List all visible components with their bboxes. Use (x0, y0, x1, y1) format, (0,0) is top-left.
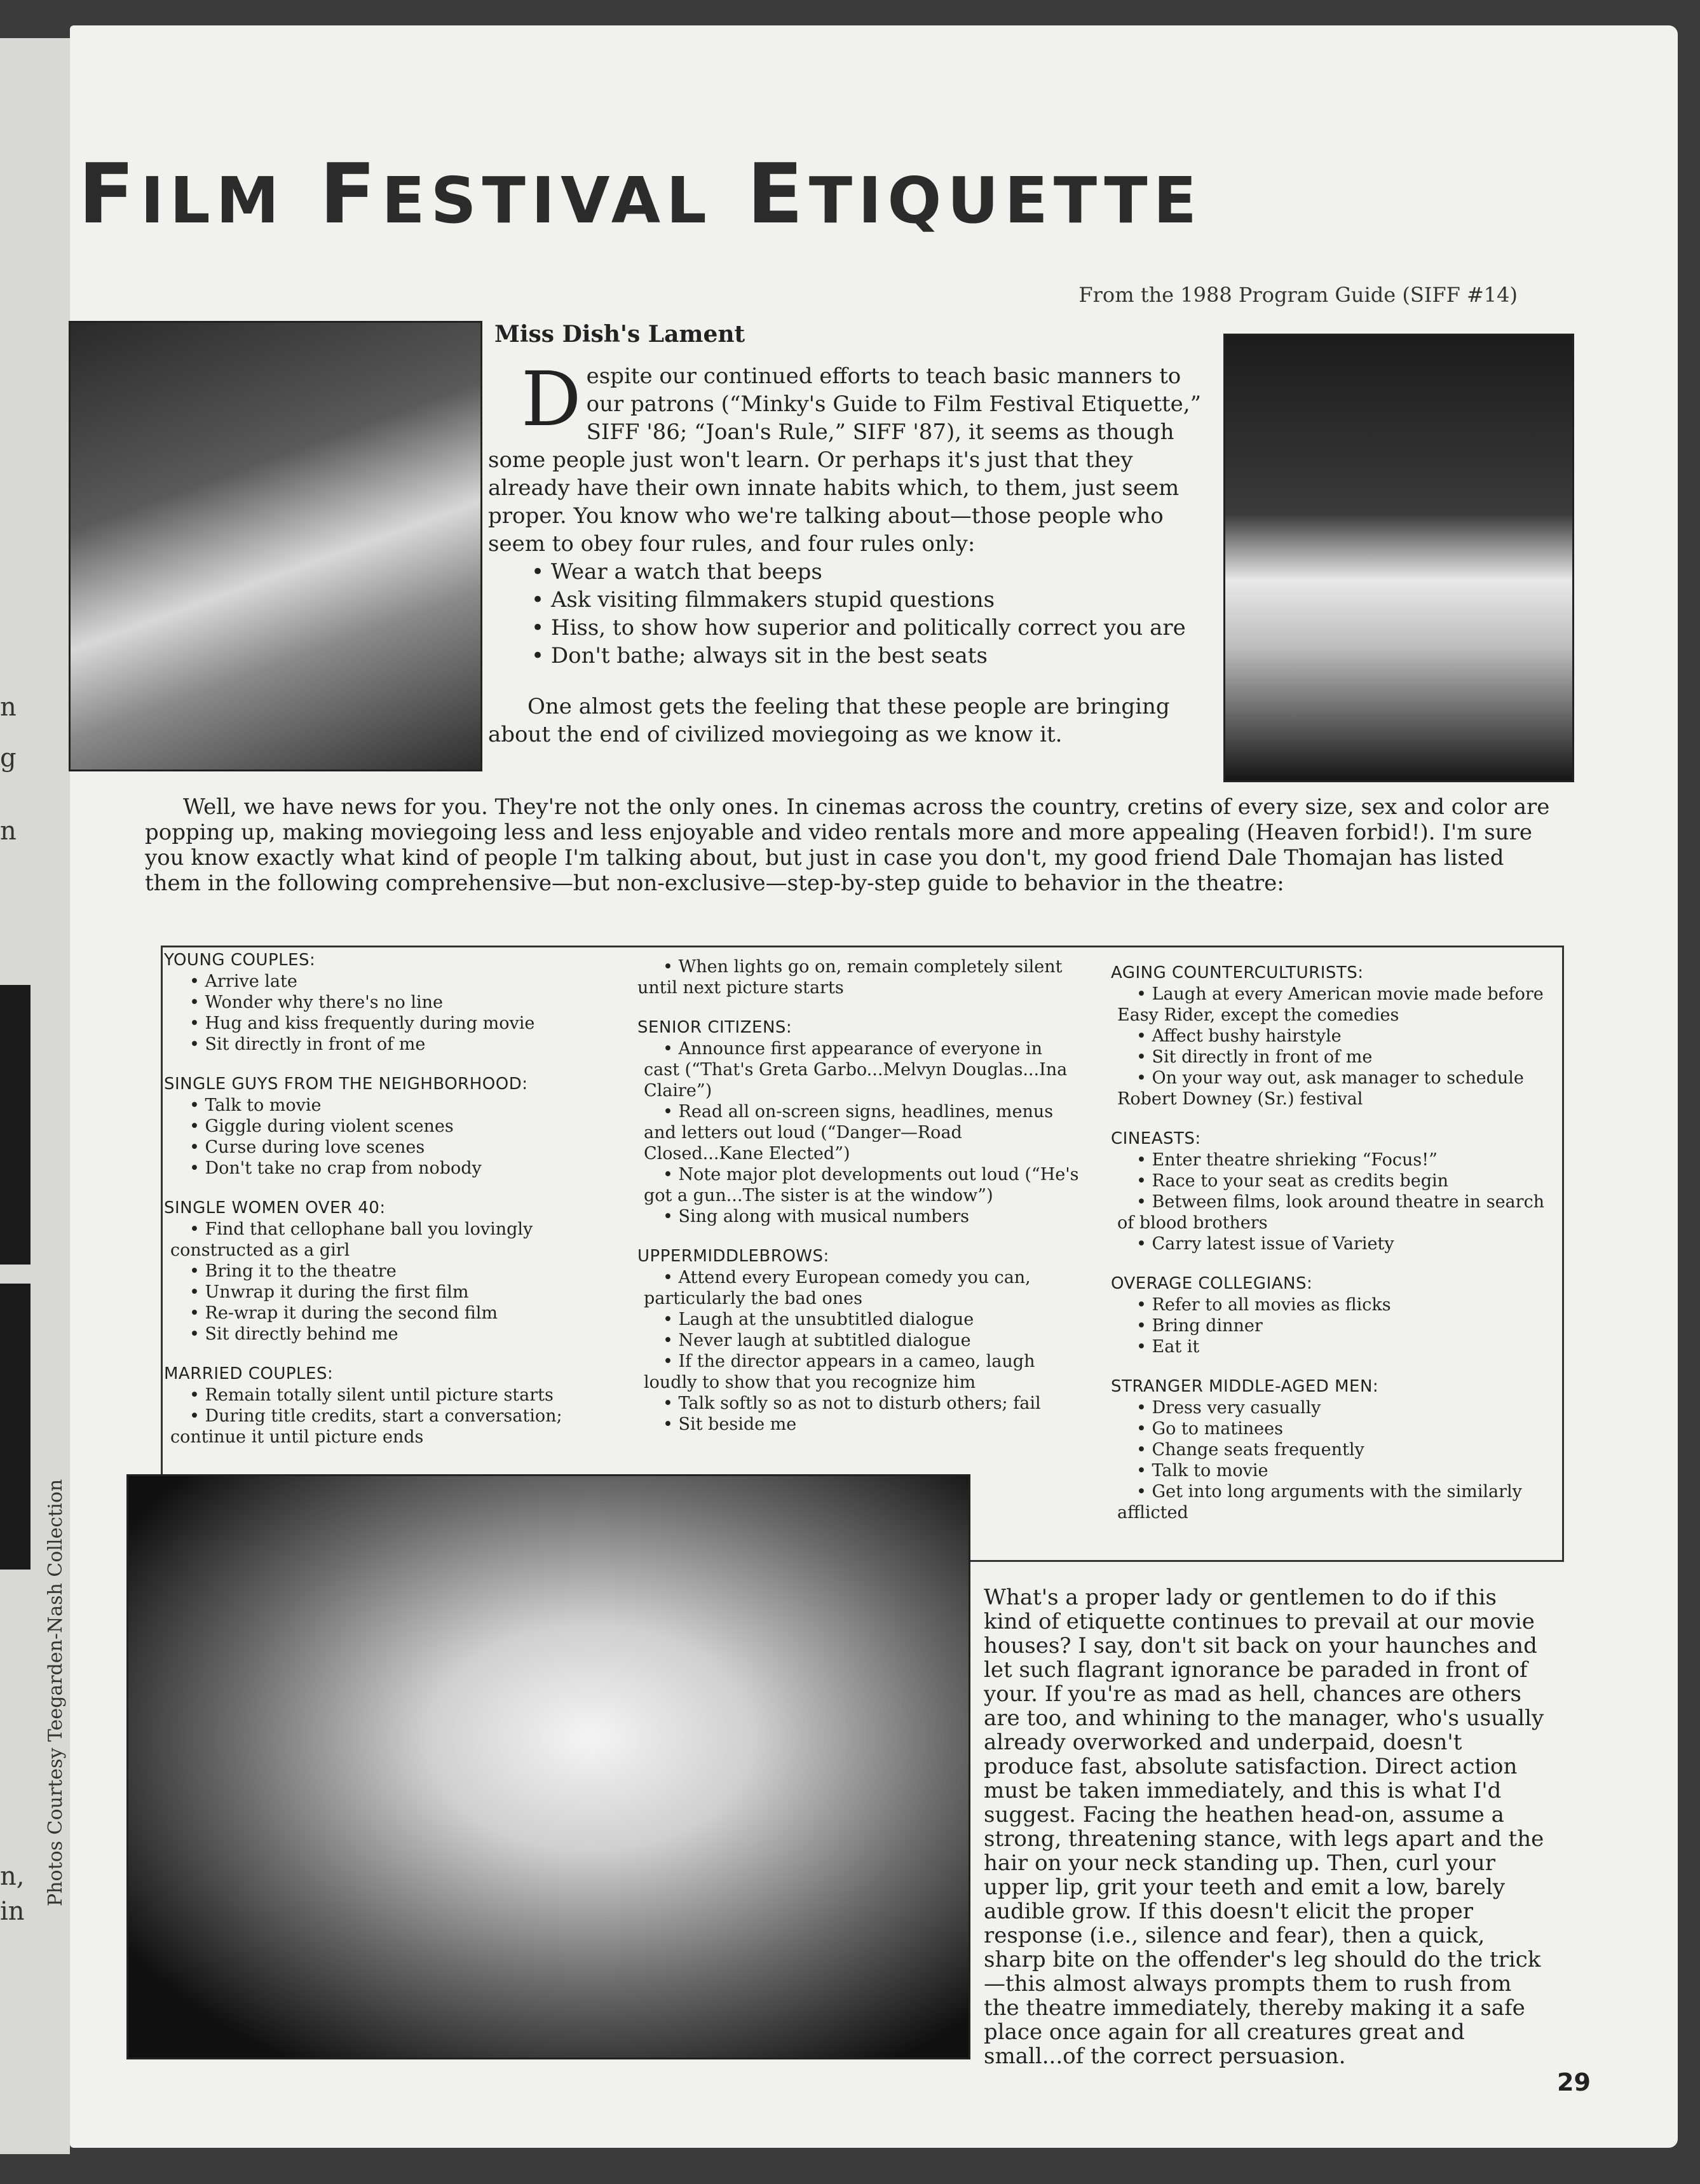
list-item: • Announce first appearance of everyone in cast (“That's Greta Garbo...Melvyn Douglas...Ina Claire”) (644, 1038, 1082, 1101)
list-item: • Re-wrap it during the second film (170, 1303, 571, 1324)
section-list (1111, 1294, 1556, 1357)
list-item-continued: • When lights go on, remain completely silent until next picture starts (637, 957, 1063, 998)
list-item: • Get into long arguments with the similarly afflicted (1117, 1481, 1556, 1523)
section-heading: UPPERMIDDLEBROWS: (637, 1247, 829, 1266)
section-list (637, 1267, 1082, 1435)
section-list (1111, 1150, 1556, 1254)
page-number: 29 (1557, 2068, 1591, 2096)
section-list (164, 971, 571, 1055)
adjacent-page-fragment: n (0, 817, 17, 846)
list-item: • Talk to movie (1117, 1460, 1556, 1481)
list-item: • Go to matinees (1117, 1418, 1556, 1439)
adjacent-page-fragment: n (0, 693, 17, 722)
section-list (164, 1385, 571, 1448)
section-list (164, 1095, 571, 1179)
adjacent-page-photo (0, 1284, 31, 1570)
section-heading: STRANGER MIDDLE-AGED MEN: (1111, 1377, 1379, 1396)
list-item: • Bring it to the theatre (170, 1261, 571, 1282)
list-item: • Carry latest issue of Variety (1117, 1233, 1556, 1254)
list-item: • Wonder why there's no line (170, 992, 571, 1013)
intro-paragraph: espite our continued efforts to teach basic manners to our patrons (“Minky's Guide to Film Festival Etiquette,” SIFF '86; “Joan's Rule,” SIFF '87), it seems as though some people just won't learn. Or perhaps it's just that they already have their own innate habits which, to them, just seem proper. You know who we're talking about—those people who seem to obey four rules, and four rules only: (488, 363, 1201, 557)
list-item: • Sing along with musical numbers (644, 1206, 1082, 1227)
list-item: • Remain totally silent until picture starts (170, 1385, 571, 1406)
guide-column-2 (637, 956, 1082, 1435)
rules-list (488, 558, 1219, 670)
list-item: • Find that cellophane ball you lovingly constructed as a girl (170, 1219, 571, 1261)
photo-credit (44, 1881, 67, 1906)
list-item: • Hug and kiss frequently during movie (170, 1013, 571, 1034)
list-item: • Sit beside me (644, 1414, 1082, 1435)
adjacent-page-fragment: n, (0, 1862, 25, 1891)
photo-mummy-audience (126, 1474, 970, 2059)
list-item: • Sit directly in front of me (1117, 1047, 1556, 1068)
section-list (1111, 984, 1556, 1109)
list-item: • Never laugh at subtitled dialogue (644, 1330, 1082, 1351)
photo-costumed-patron (1223, 334, 1574, 782)
list-item: • Enter theatre shrieking “Focus!” (1117, 1150, 1556, 1170)
list-item: • Sit directly in front of me (170, 1034, 571, 1055)
source-note: From the 1988 Program Guide (SIFF #14) (1078, 283, 1518, 307)
section-heading: YOUNG COUPLES: (164, 951, 316, 970)
list-item: • Attend every European comedy you can, particularly the bad ones (644, 1267, 1082, 1309)
photo-audience-members (69, 321, 482, 771)
intro-section (488, 355, 1219, 749)
list-item: • Don't take no crap from nobody (170, 1158, 571, 1179)
list-item: • Curse during love scenes (170, 1137, 571, 1158)
adjacent-page-fragment: g (0, 743, 17, 773)
adjacent-page-fragment: in (0, 1897, 25, 1926)
list-item: • Giggle during violent scenes (170, 1116, 571, 1137)
list-item: • Read all on-screen signs, headlines, menus and letters out loud (“Danger—Road Closed...Kane Elected”) (644, 1101, 1082, 1164)
list-item: • Eat it (1117, 1336, 1556, 1357)
list-item: • Laugh at every American movie made before Easy Rider, except the comedies (1117, 984, 1556, 1026)
list-item: • Ask visiting filmmakers stupid questions (531, 586, 1219, 614)
drop-cap: D (521, 355, 581, 443)
section-heading: SINGLE WOMEN OVER 40: (164, 1198, 386, 1217)
section-heading: AGING COUNTERCULTURISTS: (1111, 963, 1364, 982)
list-item: • On your way out, ask manager to schedule Robert Downey (Sr.) festival (1117, 1068, 1556, 1109)
list-item: • Note major plot developments out loud (“He's got a gun...The sister is at the window”) (644, 1164, 1082, 1206)
list-item: • If the director appears in a cameo, laugh loudly to show that you recognize him (644, 1351, 1082, 1393)
section-heading: SENIOR CITIZENS: (637, 1018, 792, 1037)
list-item: • Bring dinner (1117, 1315, 1556, 1336)
section-heading: MARRIED COUPLES: (164, 1364, 334, 1383)
list-item: • Race to your seat as credits begin (1117, 1170, 1556, 1191)
article-subhead: Miss Dish's Lament (494, 321, 745, 348)
section-heading: SINGLE GUYS FROM THE NEIGHBORHOOD: (164, 1075, 528, 1094)
guide-column-3 (1111, 963, 1556, 1523)
list-item: • Between films, look around theatre in search of blood brothers (1117, 1191, 1556, 1233)
list-item: • Arrive late (170, 971, 571, 992)
page-title: FILM FESTIVAL ETIQUETTE (78, 146, 1202, 242)
section-list (637, 1038, 1082, 1227)
list-item: • Unwrap it during the first film (170, 1282, 571, 1303)
list-item: • During title credits, start a conversation; continue it until picture ends (170, 1406, 571, 1448)
list-item: • Talk to movie (170, 1095, 571, 1116)
adjacent-page-photo (0, 985, 31, 1265)
section-heading: OVERAGE COLLEGIANS: (1111, 1274, 1313, 1293)
intro-paragraph-2: One almost gets the feeling that these people are bringing about the end of civilized moviegoing as we know it. (488, 694, 1170, 747)
list-item: • Affect bushy hairstyle (1117, 1026, 1556, 1047)
list-item: • Dress very casually (1117, 1397, 1556, 1418)
closing-paragraph: What's a proper lady or gentlemen to do if this kind of etiquette continues to prevail at our movie houses? I say, don't sit back on your haunches and let such flagrant ignorance be paraded in front of your. If you're as mad as hell, chances are others are too, and whining to the manager, who's usually already overworked and underpaid, doesn't produce fast, absolute satisfaction. Direct action must be taken immediately, and this is what I'd suggest. Facing the heathen head-on, assume a strong, threatening stance, with legs apart and the hair on your neck standing up. Then, curl your upper lip, grit your teeth and emit a low, barely audible grow. If this doesn't elicit the proper response (i.e., silence and fear), then a quick, sharp bite on the offender's leg should do the trick—this almost always prompts them to rush from the theatre immediately, thereby making it a safe place once again for all creatures great and small...of the correct persuasion. (984, 1585, 1544, 2069)
list-item: • Wear a watch that beeps (531, 558, 1219, 586)
list-item: • Refer to all movies as flicks (1117, 1294, 1556, 1315)
section-list (164, 1219, 571, 1345)
list-item: • Talk softly so as not to disturb others; fail (644, 1393, 1082, 1414)
list-item: • Hiss, to show how superior and politically correct you are (531, 614, 1219, 642)
guide-column-1 (164, 950, 571, 1448)
section-heading: CINEASTS: (1111, 1129, 1201, 1148)
list-item: • Sit directly behind me (170, 1324, 571, 1345)
list-item: • Don't bathe; always sit in the best seats (531, 642, 1219, 670)
list-item: • Laugh at the unsubtitled dialogue (644, 1309, 1082, 1330)
list-item: • Change seats frequently (1117, 1439, 1556, 1460)
section-list (1111, 1397, 1556, 1523)
wide-paragraph: Well, we have news for you. They're not the only ones. In cinemas across the country, cretins of every size, sex and color are popping up, making moviegoing less and less enjoyable and video rentals more and more appealing (Heaven forbid!). I'm sure you know exactly what kind of people I'm talking about, but just in case you don't, my good friend Dale Thomajan has listed them in the following comprehensive—but non-exclusive—step-by-step guide to behavior in the theatre: (145, 794, 1550, 896)
